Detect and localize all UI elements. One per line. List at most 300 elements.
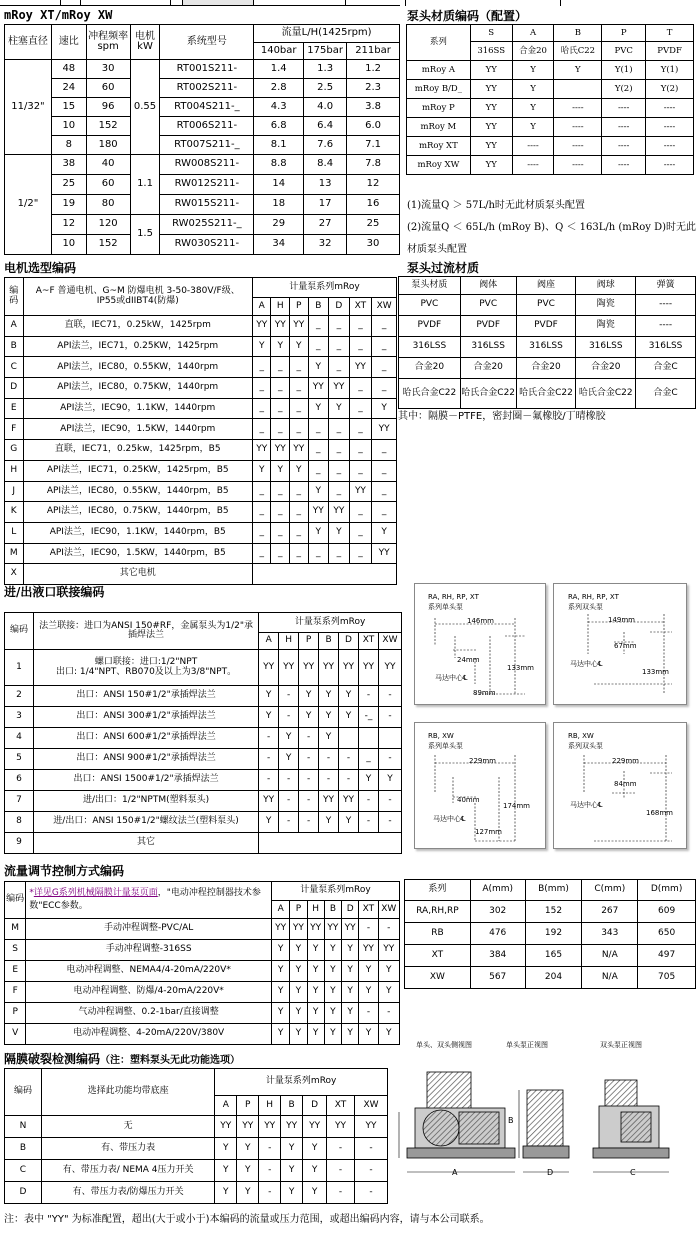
table-row xyxy=(399,337,696,358)
table-cell: 4.0 xyxy=(304,98,347,117)
table-cell: RT001S211- xyxy=(160,60,254,79)
desc-cell: 出口：ANSI 300#1/2"承插焊法兰 xyxy=(33,707,258,728)
xt-xw-flow-table xyxy=(4,24,400,255)
table-cell: Y xyxy=(290,961,307,982)
table-row xyxy=(5,707,402,728)
table-cell: Y xyxy=(372,398,397,419)
flow-code-label: 编码 xyxy=(5,882,26,919)
table-cell: - xyxy=(355,1138,388,1160)
table-cell: - xyxy=(299,770,319,791)
code-cell: 2 xyxy=(5,686,34,707)
table-cell: YY xyxy=(329,378,350,399)
motor-title: 电机选型编码 xyxy=(4,261,77,275)
table-cell: XW xyxy=(405,967,471,989)
series-header: H xyxy=(307,901,324,919)
series-header: XW xyxy=(378,901,399,919)
table-cell: 合金C xyxy=(636,379,696,409)
table-cell: 13 xyxy=(304,175,347,195)
table-cell: YY xyxy=(289,440,308,461)
table-row xyxy=(5,522,397,543)
header-cell: C(mm) xyxy=(582,880,638,901)
desc-cell: API法兰，IEC90，1.5KW，1440rpm xyxy=(23,419,252,440)
table-row xyxy=(407,61,694,80)
table-cell: _ xyxy=(308,336,329,357)
table-cell: - xyxy=(259,1182,281,1204)
table-cell: 14 xyxy=(254,175,304,195)
table-row xyxy=(5,791,402,812)
table-row xyxy=(5,440,397,461)
table-cell: - xyxy=(378,749,401,770)
desc-cell: 电动冲程调整、防爆/4-20mA/220V* xyxy=(26,982,272,1003)
double-front-view xyxy=(593,1080,669,1172)
table-cell: - xyxy=(319,770,339,791)
table-row xyxy=(5,1182,388,1204)
table-cell: _ xyxy=(271,543,290,564)
material-table xyxy=(406,24,694,175)
table-cell: Y xyxy=(319,707,339,728)
dim-label-d: D xyxy=(547,1168,554,1177)
table-cell: _ xyxy=(289,398,308,419)
table-cell: - xyxy=(378,707,401,728)
motor-cell: 1.1 xyxy=(130,155,160,215)
table-cell: 152 xyxy=(86,235,130,255)
table-cell: - xyxy=(339,770,359,791)
table-cell: ---- xyxy=(602,99,646,118)
table-cell: ---- xyxy=(512,156,554,175)
mat-name: PVDF xyxy=(646,42,694,61)
table-cell: 609 xyxy=(638,901,696,923)
series-header: XW xyxy=(355,1096,388,1116)
table-row xyxy=(5,564,397,585)
table-cell: RA,RH,RP xyxy=(405,901,471,923)
code-cell: F xyxy=(5,419,24,440)
motor-cell: 1.5 xyxy=(130,215,160,255)
desc-cell: 出口：ANSI 600#1/2"承插焊法兰 xyxy=(33,728,258,749)
table-cell: YY xyxy=(319,791,339,812)
code-cell: 5 xyxy=(5,749,34,770)
header-cell: 阀座 xyxy=(516,277,576,295)
table-cell: _ xyxy=(372,481,397,502)
table-row xyxy=(5,195,400,215)
table-row xyxy=(5,481,397,502)
table-cell: YY xyxy=(279,650,299,686)
table-cell: _ xyxy=(329,419,350,440)
table-cell: _ xyxy=(329,336,350,357)
table-cell: Y xyxy=(359,1024,378,1045)
table-cell: Y xyxy=(271,336,290,357)
view-label-double-front: 双头泵正视图 xyxy=(600,1041,642,1049)
table-cell: - xyxy=(378,919,399,940)
header-cell: A(mm) xyxy=(470,880,525,901)
table-cell: YY xyxy=(339,791,359,812)
desc-cell: API法兰，IEC80，0.55KW，1440rpm，B5 xyxy=(23,481,252,502)
table-cell: 316LSS xyxy=(460,337,516,358)
table-row xyxy=(5,982,400,1003)
table-header-row xyxy=(399,277,696,295)
code-cell: 3 xyxy=(5,707,34,728)
material-title: 泵头材质编码（配置） xyxy=(407,9,528,23)
diameter-cell: 11/32" xyxy=(5,60,52,155)
group-1-2 xyxy=(5,155,400,255)
table-cell: YY xyxy=(378,940,399,961)
table-cell: Y xyxy=(215,1160,237,1182)
table-cell: Y xyxy=(378,961,399,982)
table-cell: - xyxy=(359,1003,378,1024)
desc-cell: 无 xyxy=(41,1116,214,1138)
table-cell: 10 xyxy=(51,235,86,255)
table-cell: 192 xyxy=(525,923,582,945)
table-row xyxy=(405,945,696,967)
col-diameter: 柱塞直径 xyxy=(5,25,52,60)
table-cell: 15 xyxy=(51,98,86,117)
table-cell: N/A xyxy=(582,945,638,967)
table-row xyxy=(5,1024,400,1045)
series-cell: mRoy B/D_ xyxy=(407,80,471,99)
table-cell: _ xyxy=(372,357,397,378)
table-cell: Y xyxy=(237,1182,259,1204)
table-cell: - xyxy=(299,791,319,812)
table-cell: 30 xyxy=(86,60,130,79)
table-row xyxy=(5,961,400,982)
table-cell: Y xyxy=(512,99,554,118)
table-cell: _ xyxy=(252,398,271,419)
table-cell: - xyxy=(279,770,299,791)
table-cell xyxy=(259,833,402,854)
code-cell: 4 xyxy=(5,728,34,749)
series-header: P xyxy=(290,901,307,919)
table-cell: YY xyxy=(372,543,397,564)
code-cell: B xyxy=(5,336,24,357)
table-cell: _ xyxy=(308,316,329,337)
diameter-cell: 1/2" xyxy=(5,155,52,255)
series-header: XT xyxy=(358,633,378,650)
series-header: B xyxy=(281,1096,303,1116)
table-cell: _ xyxy=(329,440,350,461)
desc-cell: API法兰，IEC71，0.25KW，1425rpm，B5 xyxy=(23,460,252,481)
table-cell: PVDF xyxy=(399,316,461,337)
table-cell: Y xyxy=(215,1138,237,1160)
table-cell: Y xyxy=(252,460,271,481)
table-row xyxy=(5,1003,400,1024)
table-cell: 316LSS xyxy=(399,337,461,358)
footer-note: 注：表中 "YY" 为标准配置，超出(大于或小于)本编码的流量或压力范围，或超出编码内容，请与本公司联系。 xyxy=(4,1214,490,1225)
table-cell: RW012S211- xyxy=(160,175,254,195)
table-cell xyxy=(339,728,359,749)
table-row xyxy=(399,316,696,337)
table-cell: Y xyxy=(307,940,324,961)
table-cell: - xyxy=(327,1182,355,1204)
table-cell: 48 xyxy=(51,60,86,79)
series-header: P xyxy=(289,298,308,316)
table-header-row xyxy=(405,880,696,901)
series-cell: mRoy XT xyxy=(407,137,471,156)
table-cell: 120 xyxy=(86,215,130,235)
table-cell: Y xyxy=(324,982,341,1003)
col-spm: 冲程频率 spm xyxy=(86,25,130,60)
table-cell: 8.8 xyxy=(254,155,304,175)
table-cell: YY xyxy=(289,316,308,337)
code-cell: L xyxy=(5,522,24,543)
table-cell: Y xyxy=(359,961,378,982)
table-row xyxy=(5,1116,388,1138)
table-cell: 16 xyxy=(347,195,400,215)
series-header: H xyxy=(279,633,299,650)
header-cell: 泵头材质 xyxy=(399,277,461,295)
table-cell: 7.6 xyxy=(304,136,347,155)
desc-cell: 螺口联接：进口:1/2"NPT 出口: 1/4"NPT、RB070及以上为3/8"NPT。 xyxy=(33,650,258,686)
table-cell: - xyxy=(378,812,401,833)
table-cell: 204 xyxy=(525,967,582,989)
table-cell: YY xyxy=(272,919,290,940)
table-cell: 2.3 xyxy=(347,79,400,98)
table-cell: YY xyxy=(259,791,279,812)
table-cell: Y xyxy=(281,1160,303,1182)
conn-code-label: 编码 xyxy=(5,613,34,650)
table-row xyxy=(5,357,397,378)
table-row xyxy=(5,155,400,175)
table-cell: _ xyxy=(308,419,329,440)
table-cell: 6.0 xyxy=(347,117,400,136)
table-cell: ---- xyxy=(554,118,602,137)
table-cell: Y xyxy=(319,728,339,749)
table-cell: _ xyxy=(349,336,372,357)
table-cell: RW025S211-_ xyxy=(160,215,254,235)
dim-label-c: C xyxy=(630,1168,636,1177)
desc-cell: 手动冲程调整-PVC/AL xyxy=(26,919,272,940)
series-cell: mRoy P xyxy=(407,99,471,118)
table-cell: PVDF xyxy=(516,316,576,337)
table-cell: 7.1 xyxy=(347,136,400,155)
table-cell: _ xyxy=(349,419,372,440)
table-cell: _ xyxy=(349,543,372,564)
table-cell: 29 xyxy=(254,215,304,235)
connection-title: 进/出液口联接编码 xyxy=(4,585,105,599)
table-cell: Y xyxy=(272,1024,290,1045)
table-cell: PVC xyxy=(460,295,516,316)
desc-cell: 直联，IEC71，0.25kw，1425rpm，B5 xyxy=(23,440,252,461)
table-cell: RT007S211-_ xyxy=(160,136,254,155)
table-cell: _ xyxy=(252,378,271,399)
table-cell: - xyxy=(358,812,378,833)
table-cell: 316LSS xyxy=(636,337,696,358)
table-row xyxy=(399,358,696,379)
header-cell: 弹簧 xyxy=(636,277,696,295)
table-cell: _ xyxy=(349,502,372,523)
mat-code-t: T xyxy=(646,25,694,42)
table-cell: YY xyxy=(359,940,378,961)
desc-cell: API法兰，IEC71，0.25KW，1425rpm xyxy=(23,336,252,357)
series-cell: mRoy XW xyxy=(407,156,471,175)
table-cell xyxy=(252,564,396,585)
table-cell: Y xyxy=(329,398,350,419)
table-cell: 2.5 xyxy=(304,79,347,98)
table-cell: _ xyxy=(372,336,397,357)
table-cell: - xyxy=(359,919,378,940)
desc-cell: 电动冲程调整、NEMA4/4-20mA/220V* xyxy=(26,961,272,982)
rupture-desc-label: 选择此功能均带底座 xyxy=(41,1069,214,1116)
table-cell: - xyxy=(358,791,378,812)
table-row xyxy=(5,770,402,791)
table-row xyxy=(5,812,402,833)
table-row xyxy=(5,728,402,749)
table-cell: _ xyxy=(308,460,329,481)
code-cell: C xyxy=(5,357,24,378)
table-cell: 30 xyxy=(347,235,400,255)
table-cell: _ xyxy=(349,522,372,543)
table-cell: Y xyxy=(289,460,308,481)
table-cell: _ xyxy=(252,522,271,543)
table-cell: Y xyxy=(290,940,307,961)
table-cell: _ xyxy=(289,543,308,564)
table-cell: _ xyxy=(329,357,350,378)
code-cell: H xyxy=(5,460,24,481)
table-cell: YY xyxy=(378,650,401,686)
desc-cell: 出口：ANSI 1500#1/2"承插焊法兰 xyxy=(33,770,258,791)
table-row xyxy=(5,749,402,770)
table-row xyxy=(5,502,397,523)
material-note-2a: (2)流量Q ＜ 65L/h (mRoy B)、Q ＜ 163L/h (mRoy D)时无此 xyxy=(407,222,697,233)
table-cell: PVC xyxy=(516,295,576,316)
dim-label-b: B xyxy=(508,1116,514,1125)
table-cell: Y xyxy=(324,1024,341,1045)
motor-desc-label: A~F 普通电机、G~M 防爆电机 3-50-380V/F级、IP55或dIIBT4(防爆) xyxy=(23,278,252,316)
table-row xyxy=(407,99,694,118)
table-row xyxy=(5,175,400,195)
desc-cell: 出口：ANSI 900#1/2"承插焊法兰 xyxy=(33,749,258,770)
mat-name: 316SS xyxy=(470,42,512,61)
table-cell: _ xyxy=(308,440,329,461)
table-cell: YY xyxy=(342,919,359,940)
table-cell: YY xyxy=(237,1116,259,1138)
table-cell: 96 xyxy=(86,98,130,117)
table-cell: YY xyxy=(290,919,307,940)
table-row xyxy=(5,378,397,399)
table-cell: 4.3 xyxy=(254,98,304,117)
table-cell: Y xyxy=(342,940,359,961)
series-header: D xyxy=(342,901,359,919)
table-cell: RT002S211- xyxy=(160,79,254,98)
table-cell: Y xyxy=(299,707,319,728)
g-series-link[interactable]: 详见G系列机械隔膜计量泵页面 xyxy=(33,887,158,898)
table-cell: Y xyxy=(378,770,401,791)
table-cell: _ xyxy=(358,749,378,770)
table-cell: ---- xyxy=(512,137,554,156)
code-cell: M xyxy=(5,543,24,564)
table-row xyxy=(5,419,397,440)
table-cell: YY xyxy=(281,1116,303,1138)
dim-label-a: A xyxy=(452,1168,458,1177)
table-cell: - xyxy=(299,749,319,770)
series-cell: mRoy M xyxy=(407,118,471,137)
table-cell: Y xyxy=(290,982,307,1003)
table-cell: RT004S211-_ xyxy=(160,98,254,117)
series-header: XT xyxy=(349,298,372,316)
table-cell: ---- xyxy=(554,99,602,118)
code-cell: V xyxy=(5,1024,26,1045)
table-row xyxy=(5,940,400,961)
table-cell: Y xyxy=(307,1003,324,1024)
conn-series-label: 计量泵系列mRoy xyxy=(259,613,402,633)
table-cell: Y xyxy=(259,812,279,833)
table-row xyxy=(5,650,402,686)
table-cell: 38 xyxy=(51,155,86,175)
header-cell: D(mm) xyxy=(638,880,696,901)
table-cell: Y xyxy=(303,1138,327,1160)
table-cell: 60 xyxy=(86,175,130,195)
table-cell: _ xyxy=(289,357,308,378)
table-cell: YY xyxy=(252,316,271,337)
table-cell: _ xyxy=(329,543,350,564)
series-header: H xyxy=(271,298,290,316)
table-row xyxy=(399,379,696,409)
table-cell: 60 xyxy=(86,79,130,98)
diagram-single-head-ra: RA, RH, RP, XT 系列单头泵 146mm 24mm 133mm 马达中心℄ 89mm xyxy=(414,583,546,705)
motor-cell: 0.55 xyxy=(130,60,160,155)
table-cell: - xyxy=(299,728,319,749)
header-cell: 阀体 xyxy=(460,277,516,295)
table-cell: _ xyxy=(289,522,308,543)
table-cell: RT006S211- xyxy=(160,117,254,136)
table-cell: - xyxy=(378,1003,399,1024)
table-row xyxy=(407,137,694,156)
table-cell: _ xyxy=(289,378,308,399)
diagram-double-head-rb: RB, XW 系列双头泵 229mm 84mm 168mm 马达中心℄ xyxy=(553,722,687,849)
table-cell: 497 xyxy=(638,945,696,967)
table-cell: YY xyxy=(470,137,512,156)
table-cell: Y xyxy=(272,1003,290,1024)
desc-cell: 直联，IEC71，0.25kW，1425rpm xyxy=(23,316,252,337)
flow-desc-label: *详见G系列机械隔膜计量泵页面，"电动冲程控制器技术参数"ECC参数。 xyxy=(26,882,272,919)
diagram-single-head-rb: RB, XW 系列单头泵 229mm 40mm 174mm 马达中心℄ 127mm xyxy=(414,722,546,849)
code-cell: D xyxy=(5,378,24,399)
table-cell: Y xyxy=(319,812,339,833)
table-cell: _ xyxy=(372,440,397,461)
table-cell: Y xyxy=(279,728,299,749)
code-cell: 7 xyxy=(5,791,34,812)
code-cell: C xyxy=(5,1160,42,1182)
col-211bar: 211bar xyxy=(347,43,400,60)
table-cell: Y xyxy=(324,961,341,982)
desc-cell: 有、带压力表/防爆压力开关 xyxy=(41,1182,214,1204)
table-row xyxy=(5,215,400,235)
table-cell: Y xyxy=(307,961,324,982)
table-cell: YY xyxy=(259,1116,281,1138)
table-cell: 80 xyxy=(86,195,130,215)
col-model: 系统型号 xyxy=(160,25,254,60)
table-cell: - xyxy=(259,749,279,770)
table-cell: Y xyxy=(308,522,329,543)
material-note-1: (1)流量Q ＞ 57L/h时无此材质泵头配置 xyxy=(407,200,585,211)
table-cell: _ xyxy=(271,357,290,378)
table-cell: - xyxy=(279,791,299,812)
code-cell: X xyxy=(5,564,24,585)
motor-series-label: 计量泵系列mRoy xyxy=(252,278,396,298)
table-cell: _ xyxy=(289,481,308,502)
table-cell: 哈氏合金C22 xyxy=(576,379,636,409)
table-cell: Y xyxy=(342,961,359,982)
series-header: D xyxy=(339,633,359,650)
table-row xyxy=(407,156,694,175)
table-cell: _ xyxy=(349,460,372,481)
table-row xyxy=(399,295,696,316)
table-cell xyxy=(554,80,602,99)
dimensions-table xyxy=(404,879,696,989)
table-row xyxy=(5,336,397,357)
table-cell: YY xyxy=(470,61,512,80)
table-cell: RB xyxy=(405,923,471,945)
flow-control-title: 流量调节控制方式编码 xyxy=(4,864,125,878)
mat-code-a: A xyxy=(512,25,554,42)
